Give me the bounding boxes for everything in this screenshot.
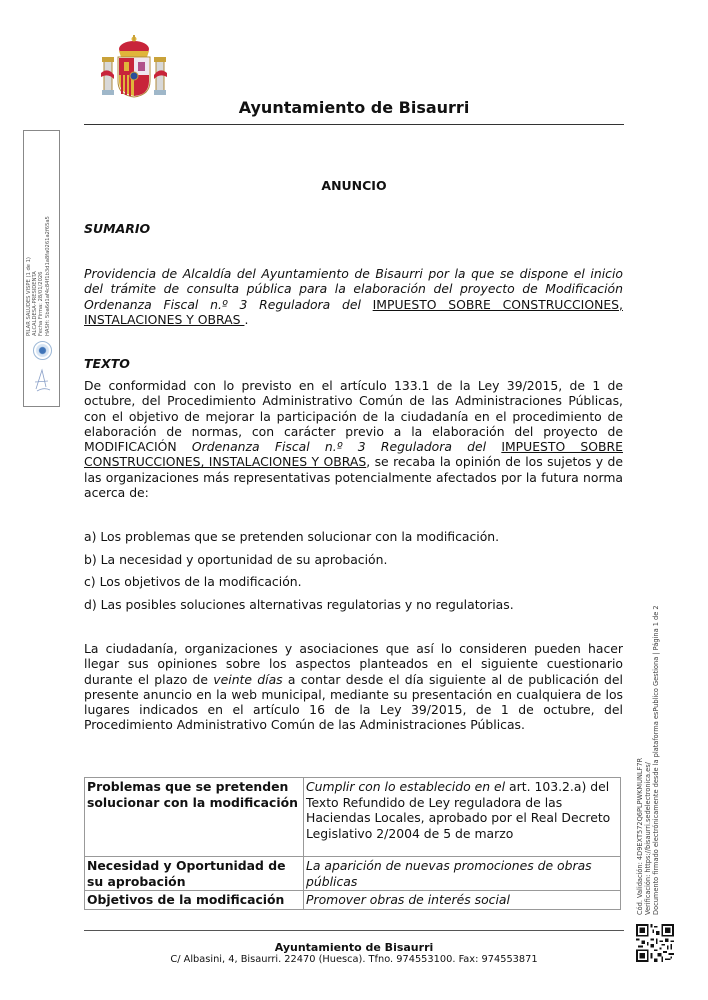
- table-row: [85, 891, 621, 910]
- document-title: ANUNCIO: [321, 178, 387, 193]
- list-item: a) Los problemas que se pretenden solucionar con la modificación.: [84, 529, 500, 544]
- verification-block: [636, 585, 660, 915]
- body1-part2: , se recaba la opinión de los sujetos y de las organizaciones más representativas potencialmente afectados por la futura norma acerca de:: [84, 454, 623, 501]
- header-divider: [84, 124, 624, 125]
- verification-url[interactable]: Verificación: https://bisaurri.sedelectronica.es/: [644, 762, 652, 915]
- table-value-italic: La aparición de nuevas promociones de obras públicas: [306, 858, 592, 889]
- summary-end: .: [244, 311, 249, 327]
- table-value-cell: [304, 891, 621, 910]
- body2-part1: La ciudadanía, organizaciones y asociaciones que así lo consideren pueden hacer llegar sus opiniones sobre los aspectos planteados en el siguiente cuestionario durante el plazo de: [84, 641, 623, 687]
- list-item: b) La necesidad y oportunidad de su aprobación.: [84, 551, 388, 567]
- coat-of-arms-logo: [100, 33, 168, 101]
- summary-underlined: IMPUESTO SOBRE CONSTRUCCIONES, INSTALACIONES Y OBRAS: [84, 296, 623, 327]
- signature-hash: HASH: 5ba6d1af4c84f1b3d1a8fa0261a2f65a5: [44, 216, 51, 336]
- signature-stamp-text: [26, 196, 51, 336]
- list-item: c) Los objetivos de la modificación.: [84, 574, 302, 589]
- body-paragraph-2: [84, 641, 623, 733]
- text-heading: TEXTO: [84, 356, 130, 371]
- table-key-cell: Objetivos de la modificación: [85, 891, 304, 910]
- signed-notice-text: Documento firmado electrónicamente desde la plataforma esPublico Gestiona: [652, 656, 660, 915]
- header-org-name: Ayuntamiento de Bisaurri: [238, 98, 470, 117]
- qr-code-icon: [636, 924, 674, 962]
- body2-part2: a contar desde el día siguiente al de publicación del presente anuncio en la web municipal, mediante su presentación en cualquiera de los lugares indicados en el artículo 16 de la Ley 39/2015, de 1 de octubre, del Procedimiento Administrativo Común de las Administraciones Públicas.: [84, 671, 623, 733]
- questionnaire-table: [84, 777, 621, 910]
- signer-name: PILAR SALUDES VISPE (1 de 1): [26, 257, 32, 336]
- page-info: | Página 1 de 2: [652, 605, 660, 655]
- footer-org-name: Ayuntamiento de Bisaurri: [274, 941, 434, 954]
- signer-role: ALCALDESA-PRESIDENTA: [32, 271, 39, 336]
- table-value-italic: Promover obras de interés social: [306, 892, 510, 907]
- seal-icon: [33, 341, 52, 360]
- table-value-italic: Cumplir con lo establecido en el: [306, 779, 506, 794]
- body1-part1: De conformidad con lo previsto en el artículo 133.1 de la Ley 39/2015, de 1 de octubre, del Procedimiento Administrativo Común de las Administraciones Públicas, con el objetivo de mejorar la participación de la ciudadanía en el procedimiento de elaboración de normas, con carácter previo a la elaboración del proyecto de MODIFICACIÓN: [84, 378, 623, 455]
- consultation-topics-list: [84, 529, 624, 619]
- summary-paragraph: [84, 266, 623, 327]
- body-paragraph-1: [84, 378, 623, 500]
- summary-text: Providencia de Alcaldía del Ayuntamiento de Bisaurri por la que se dispone el inicio del trámite de consulta pública para la elaboración del proyecto de Modificación Ordenanza Fiscal n.º 3 Reguladora del: [84, 266, 623, 312]
- table-value-cell: [304, 857, 621, 891]
- list-item: d) Las posibles soluciones alternativas regulatorias y no regulatorias.: [84, 596, 514, 612]
- table-key-cell: Problemas que se pretenden solucionar con la modificación: [85, 778, 304, 857]
- body1-italic: Ordenanza Fiscal n.º 3 Reguladora del: [191, 439, 502, 455]
- validation-code: Cód. Validación: 4D9EXT572Q6PLPWKMUNLF7R: [636, 757, 644, 915]
- body2-italic: veinte días: [213, 671, 283, 687]
- table-row: [85, 857, 621, 891]
- footer-divider: [84, 930, 624, 931]
- signed-notice: [652, 585, 660, 915]
- summary-heading: SUMARIO: [84, 221, 151, 236]
- signature-date: Fecha Firma: 28/01/2026: [38, 271, 45, 336]
- table-value-cell: [304, 778, 621, 857]
- table-row: [85, 778, 621, 857]
- table-value-normal: art. 103.2.a) del Texto Refundido de Ley reguladora de las Haciendas Locales, aprobado por el Real Decreto Legislativo 2/2004 de 5 de marzo: [306, 779, 611, 841]
- footer-address: C/ Albasini, 4, Bisaurri. 22470 (Huesca). Tfno. 974553100. Fax: 974553871: [170, 954, 538, 965]
- handwritten-signature-icon: [32, 367, 52, 393]
- body1-underlined: IMPUESTO SOBRE CONSTRUCCIONES, INSTALACIONES Y OBRAS: [84, 439, 623, 470]
- table-key-cell: Necesidad y Oportunidad de su aprobación: [85, 857, 304, 891]
- signature-stamp: [23, 130, 60, 407]
